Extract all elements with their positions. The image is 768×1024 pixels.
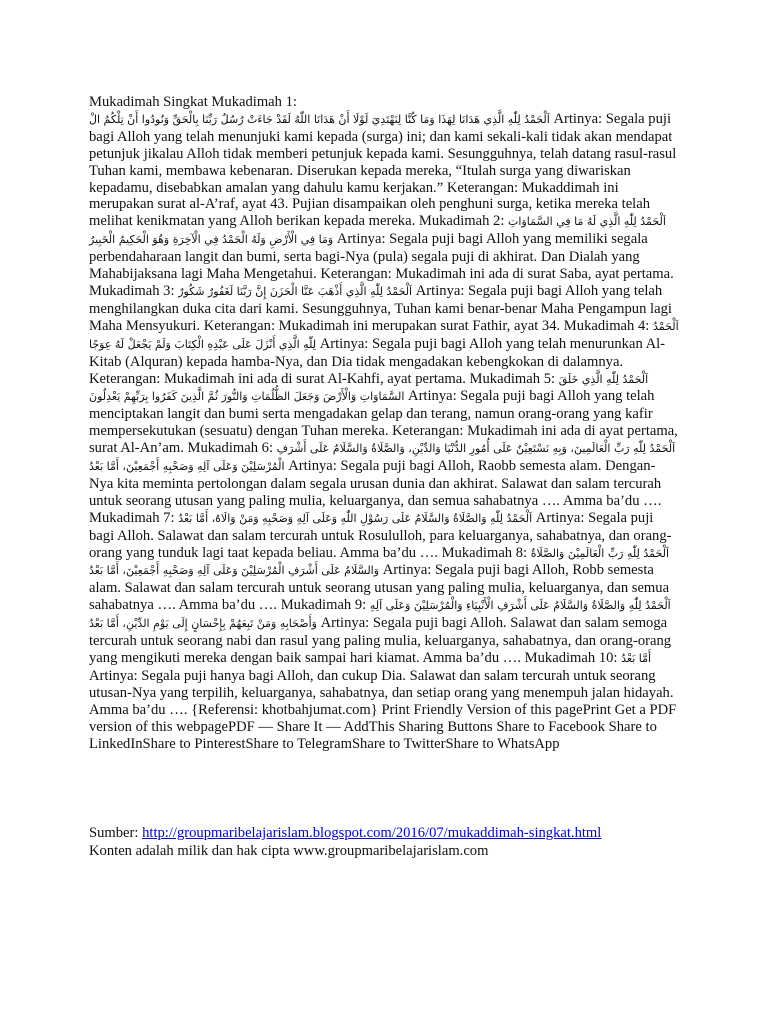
main-paragraph <box>89 94 679 752</box>
arabic-verse: اَلْحَمْدُ لِلّٰهِ الَّذِي لَهُ مَا فِي السَّمَاوَاتِ وَمَا فِي الْأَرْضِ وَلَهُ الْحَمْدُ فِي الْآخِرَةِ وَهُوَ الْحَكِيمُ الْخَبِيرُ <box>89 215 666 247</box>
arabic-verse: اَلْحَمْدُ لِلّٰهِ رَبِّ الْعَالَمِينَ، وَبِهِ نَسْتَعِيْنُ عَلَى أُمُورِ الدُّنْيَا وَالدِّيْنِ، وَالصَّلَاةُ وَالسَّلَامُ عَلَى أَشْرَفِ الْمُرْسَلِيْنَ وَعَلَى آلِهِ وَصَحْبِهِ أَجْمَعِيْنَ، أَمَّا بَعْدُ <box>89 442 676 474</box>
source-line <box>89 825 689 842</box>
arabic-verse: اَلْحَمْدُ لِلّٰهِ وَالصَّلَاةُ وَالسَّلَامُ عَلَى أَشْرَفِ الْأَنْبِيَاءِ وَالْمُرْسَلِيْنَ وَعَلَى آلِهِ وَأَصْحَابِهِ وَمَنْ تَبِعَهُمْ بِإِحْسَانٍ إِلَى يَوْمِ الدِّيْنِ، أَمَّا بَعْدُ <box>89 599 671 631</box>
arabic-verse: أَمَّا بَعْدُ <box>621 652 652 665</box>
article-text <box>89 111 679 752</box>
source-link[interactable]: http://groupmaribelajarislam.blogspot.com/2016/07/mukaddimah-singkat.html <box>142 825 602 841</box>
latin-text: Artinya: Segala puji bagi Alloh yang memiliki segala perbendaharaan langit dan bumi, serta bagi-Nya (pula) segala puji di akhirat. Dan Dialah yang Mahabijaksana lagi Maha Mengetahui. Keterangan: Mukadimah ini ada di surat Saba, ayat pertama. Mukadimah 3: <box>89 231 674 299</box>
arabic-verse: اَلْحَمْدُ لِلّٰهِ الَّذِي خَلَقَ السَّمَاوَاتِ وَالْأَرْضَ وَجَعَلَ الظُّلُمَاتِ وَالنُّورَ ثُمَّ الَّذِينَ كَفَرُوا بِرَبِّهِمْ يَعْدِلُونَ <box>89 372 649 404</box>
arabic-verse: اَلْحَمْدُ لِلّٰهِ الَّذِي أَنْزَلَ عَلَى عَبْدِهِ الْكِتَابَ وَلَمْ يَجْعَلْ لَهُ عِوَجًا <box>89 319 679 351</box>
document-title: Mukadimah Singkat Mukadimah 1: <box>89 94 297 110</box>
latin-text: Artinya: Segala puji hanya bagi Alloh, dan cukup Dia. Salawat dan salam tercurah untuk seorang utusan-Nya yang terpilih, keluarganya, sahabatnya, dan setiap orang yang menempuh jalan hidayah. Amma ba’du …. {Referensi: khotbahjumat.com} Print Friendly Version of this pagePrint Get a PDF version of this webpagePDF — Share It — AddThis Sharing Buttons Share to Facebook Share to LinkedInShare to PinterestShare to TelegramShare to TwitterShare to WhatsApp <box>89 667 677 752</box>
arabic-verse: اَلْحَمْدُ لِلّٰهِ وَالصَّلَاةُ وَالسَّلَامُ عَلَى رَسُوْلِ اللّٰهِ وَعَلَى آلِهِ وَصَحْبِهِ وَمَنْ وَالَاهُ، أَمَّا بَعْدُ <box>178 511 533 525</box>
latin-text: Artinya: Segala puji bagi Alloh. Salawat dan salam tercurah untuk Rosululloh, para keluarganya, sahabatnya, dan orang-orang yang tunduk lagi taat kepada beliau. Amma ba’du …. Mukadimah 8: <box>89 509 672 561</box>
arabic-verse: اَلْحَمْدُ لِلّٰهِ الَّذِي هَدَانَا لِهَذَا وَمَا كُنَّا لِنَهْتَدِيَ لَوْلَا أَنْ هَدَانَا اللّٰهُ لَقَدْ جَاءَتْ رُسُلُ رَبِّنَا بِالْحَقِّ وَنُودُوا أَنْ تِلْكُمُ الْ <box>89 112 550 126</box>
latin-text: Artinya: Segala puji bagi Alloh, Robb semesta alam. Salawat dan salam tercurah untuk seorang utusan yang paling mulia, keluarganya, dan semua sahabatnya …. Amma ba’du …. Mukadimah 9: <box>89 562 670 614</box>
latin-text: Artinya: Segala puji bagi Alloh, Raobb semesta alam. Dengan-Nya kita meminta pertolongan dalam segala urusan dunia dan akhirat. Salawat dan salam tercurah untuk seorang utusan yang paling mulia, keluarganya, dan semua sahabatnya …. Amma ba’du …. Mukadimah 7: <box>89 458 662 526</box>
latin-text: Artinya: Segala puji bagi Alloh yang telah menghilangkan duka cita dari kami. Sesungguhnya, Tuhan kami benar-benar Maha Pengampun lagi Maha Mensyukuri. Keterangan: Mukadimah ini merupakan surat Fathir, ayat 34. Mukadimah 4: <box>89 282 672 334</box>
copyright-line: Konten adalah milik dan hak cipta www.groupmaribelajarislam.com <box>89 843 489 859</box>
arabic-verse: اَلْحَمْدُ لِلّٰهِ رَبِّ الْعَالَمِيْنَ وَالصَّلَاةُ وَالسَّلَامُ عَلَى أَشْرَفِ الْمُرْسَلِيْنَ وَعَلَى آلِهِ وَصَحْبِهِ أَجْمَعِيْنَ، أَمَّا بَعْدُ <box>89 546 670 578</box>
latin-text: Artinya: Segala puji bagi Alloh yang telah menunjuki kami kepada (surga) ini; dan kami sekali-kali tidak akan mendapat petunjuk jikalau Alloh tidak memberi petunjuk kepada kami. Sesungguhnya, telah datang rasul-rasul Tuhan kami, membawa kebenaran. Diserukan kepada mereka, “Itulah surga yang diwariskan kepadamu, disebabkan amalan yang dahulu kamu kerjakan.” Keterangan: Mukaddimah ini merupakan surat al-A’raf, ayat 43. Pujian disampaikan oleh penghuni surga, ketika mereka telah melihat kenikmatan yang Alloh berikan kepada mereka. Mukadimah 2: <box>89 110 677 230</box>
document-body <box>89 94 679 752</box>
latin-text: Artinya: Segala puji bagi Alloh. Salawat dan salam semoga tercurah untuk seorang nabi dan rasul yang paling mulia, keluarganya, sahabatnya, dan orang-orang yang mengikuti mereka dengan baik sampai hari kiamat. Amma ba’du …. Mukadimah 10: <box>89 615 672 666</box>
latin-text: Artinya: Segala puji bagi Alloh yang telah menciptakan langit dan bumi serta mengadakan gelap dan terang, namun orang-orang yang kafir mempersekutukan (sesuatu) dengan Tuhan mereka. Keterangan: Mukadimah ini ada di ayat pertama, surat Al-An’am. Mukadimah 6: <box>89 388 678 457</box>
arabic-verse: اَلْحَمْدُ لِلّٰهِ الَّذِي أَذْهَبَ عَنَّا الْحَزَنَ إِنَّ رَبَّنَا لَغَفُورٌ شَكُورٌ <box>178 284 413 298</box>
source-label: Sumber: <box>89 825 143 841</box>
latin-text: Artinya: Segala puji bagi Alloh yang telah menurunkan Al-Kitab (Alquran) kepada hamba-Nya, dan Dia tidak mengadakan kebengkokan di dalamnya. Keterangan: Mukadimah ini ada di surat Al-Kahfi, ayat pertama. Mukadimah 5: <box>89 335 666 387</box>
